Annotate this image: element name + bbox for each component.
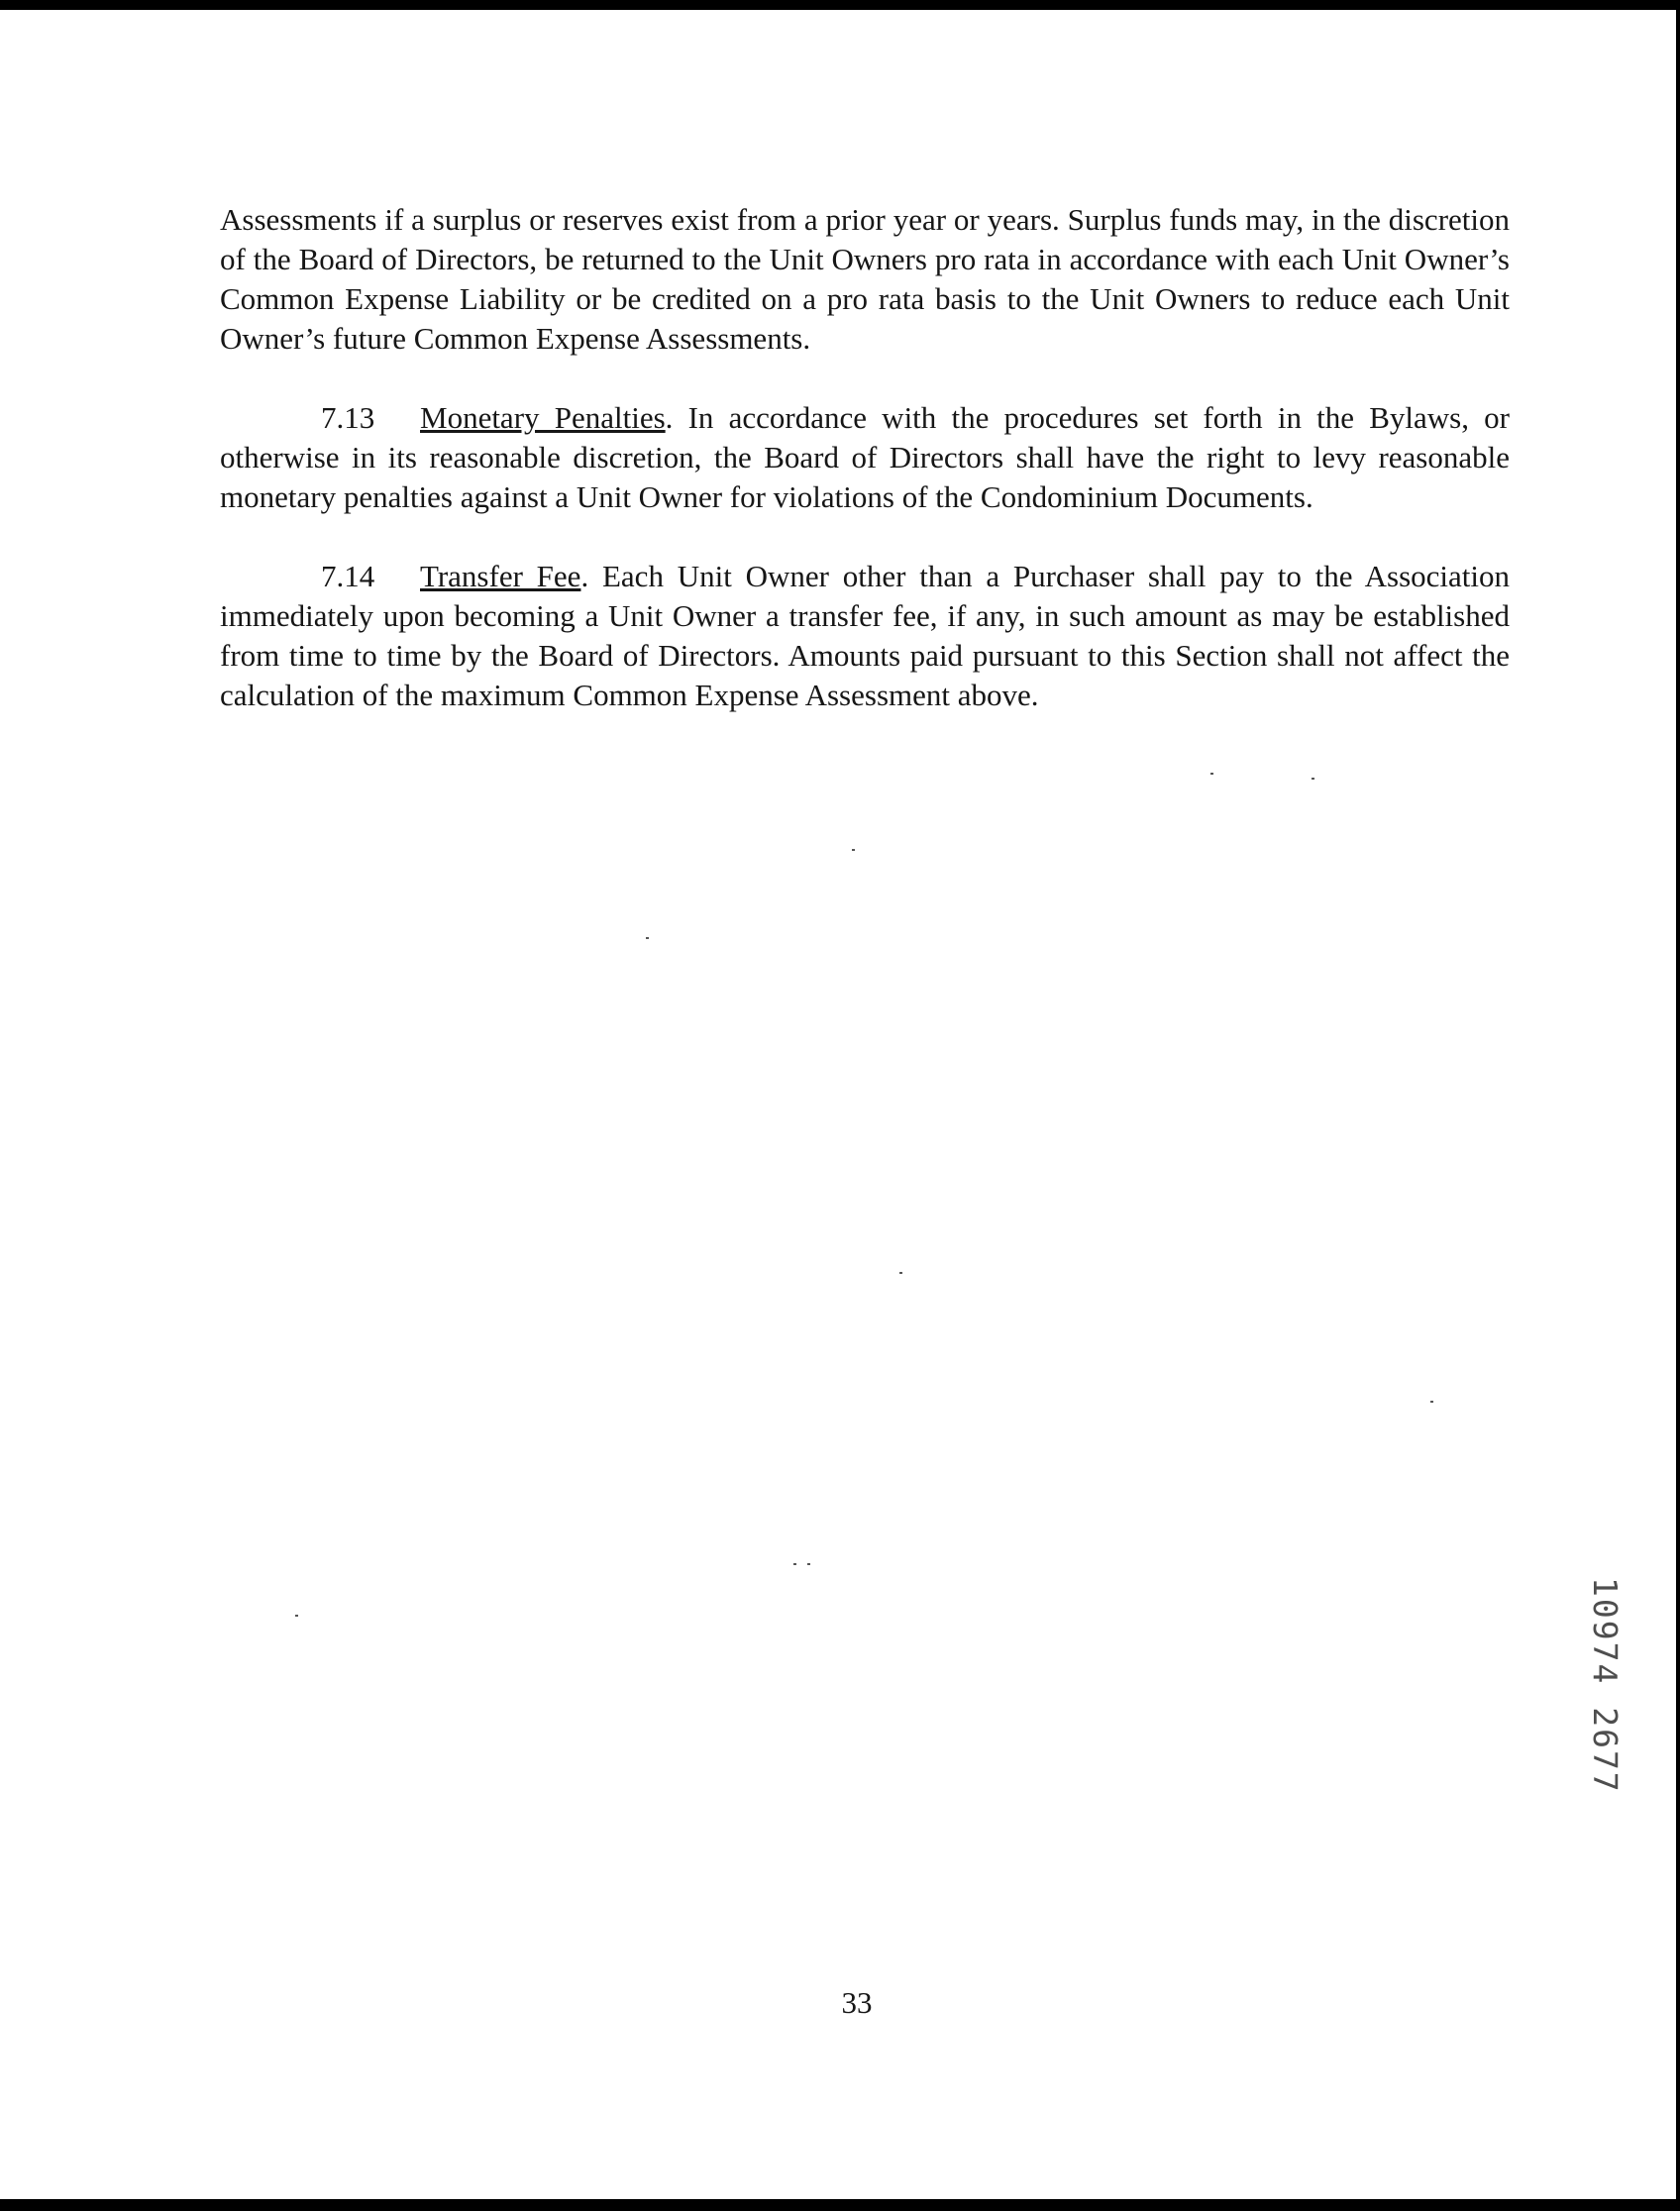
section-7-14-title: Transfer Fee bbox=[420, 559, 581, 593]
section-7-14-text: . Each Unit Owner other than a Purchaser shall pay to the Association immediately upon becoming a Unit Owner a transfer fee, if any, in such amount as may be established from time to time by the Board of Directors. Amounts paid pursuant to this Section shall not affect the calculation of the maximum Common Expense Assessment above. bbox=[220, 559, 1510, 712]
page-number: 33 bbox=[841, 1985, 873, 2020]
document-body bbox=[220, 200, 1510, 755]
scan-speck bbox=[646, 937, 649, 939]
section-7-14-number: 7.14 bbox=[321, 559, 375, 593]
scan-speck bbox=[1430, 1401, 1433, 1403]
paragraph-surplus-text: Assessments if a surplus or reserves exist from a prior year or years. Surplus funds may, in the discretion of the Board of Directors, be returned to the Unit Owners pro rata in accordance with each Unit Owner’s Common Expense Liability or be credited on a pro rata basis to the Unit Owners to reduce each Unit Owner’s future Common Expense Assessments. bbox=[220, 202, 1510, 356]
section-7-14 bbox=[220, 557, 1510, 715]
document-page bbox=[0, 10, 1676, 2199]
document-id-stamp: 10974 2677 bbox=[1586, 1577, 1625, 1794]
scan-speck bbox=[807, 1563, 810, 1565]
section-7-13-title: Monetary Penalties bbox=[420, 400, 666, 435]
scan-speck bbox=[1210, 773, 1213, 775]
scan-speck bbox=[899, 1272, 902, 1274]
scan-speck bbox=[793, 1563, 796, 1565]
scan-speck bbox=[295, 1615, 298, 1617]
scan-speck bbox=[1312, 778, 1314, 780]
section-7-13-text: . In accordance with the procedures set forth in the Bylaws, or otherwise in its reasonable discretion, the Board of Directors shall have the right to levy reasonable monetary penalties against a Unit Owner for violations of the Condominium Documents. bbox=[220, 400, 1510, 514]
section-7-13 bbox=[220, 398, 1510, 517]
scan-speck bbox=[852, 849, 855, 851]
paragraph-surplus bbox=[220, 200, 1510, 359]
section-7-13-number: 7.13 bbox=[321, 400, 375, 435]
